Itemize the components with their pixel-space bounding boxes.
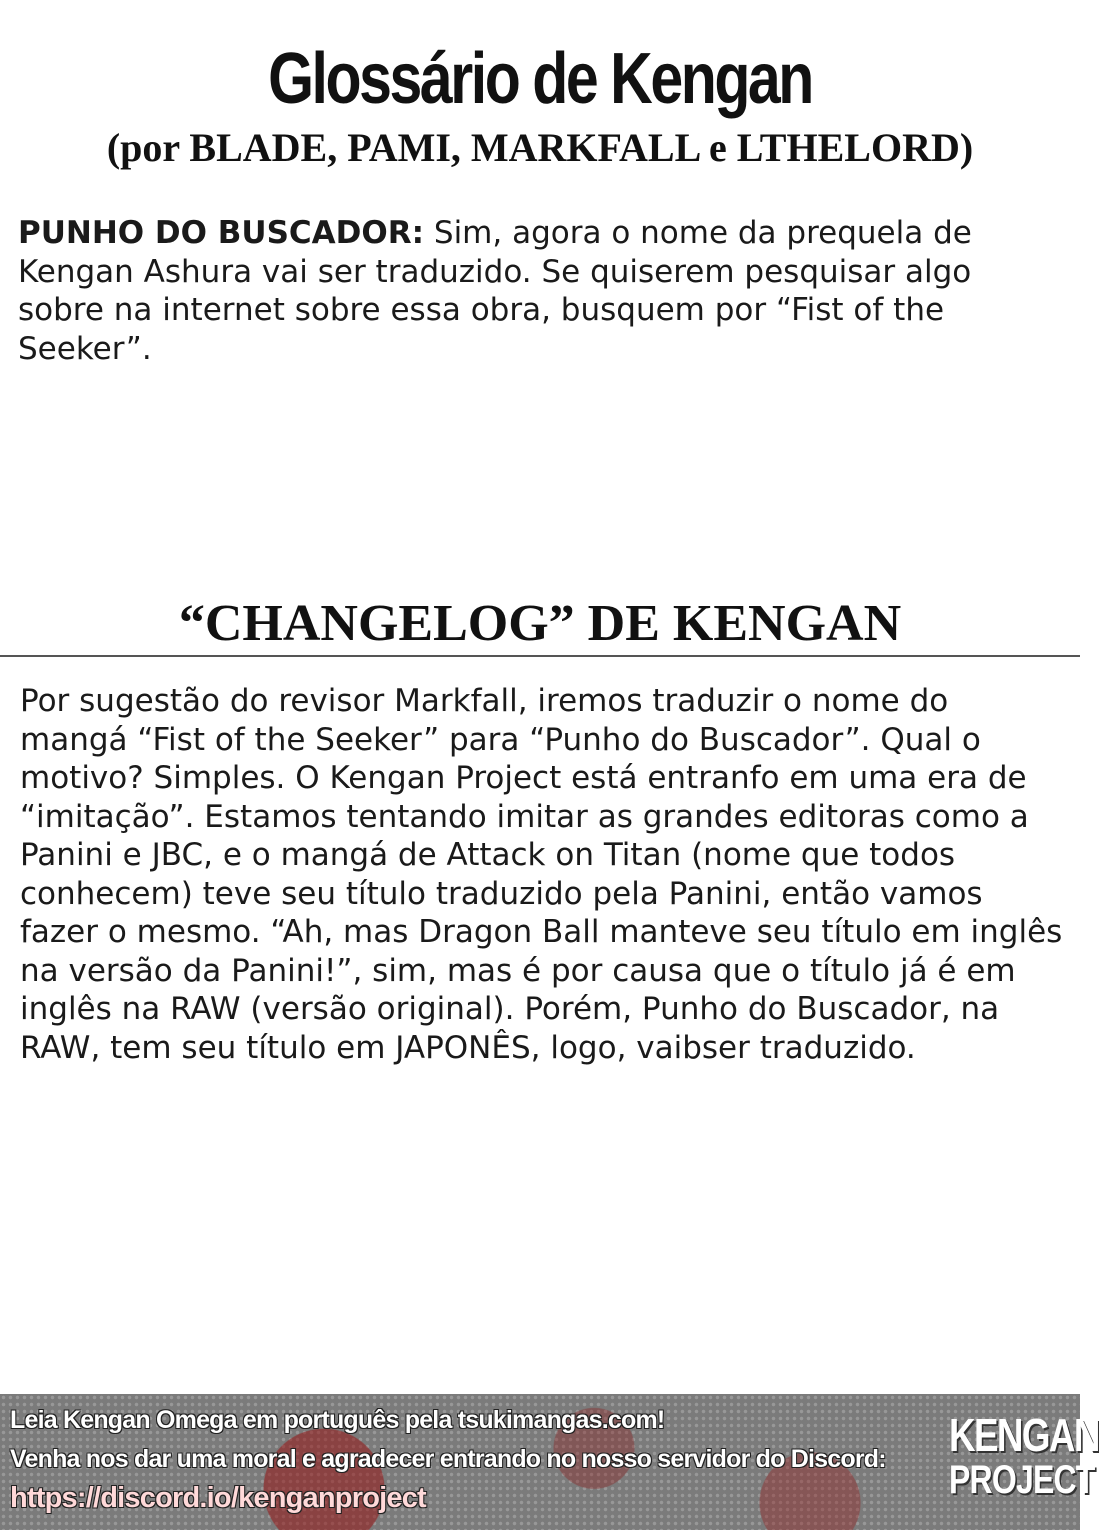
banner-line-reading: Leia Kengan Omega em português pela tsukimangas.com! (10, 1406, 665, 1434)
changelog-body: Por sugestão do revisor Markfall, iremos traduzir o nome do mangá “Fist of the Seeker” para “Punho do Buscador”. Qual o motivo? Simples. O Kengan Project está entranfo em uma era de “imitação”. Estamos tentando imitar as grandes editoras como a Panini e JBC, e o mangá de Attack on Titan (nome que todos conhecem) teve seu título traduzido pela Panini, então vamos fazer o mesmo. “Ah, mas Dragon Ball manteve seu título em inglês na versão da Panini!”, sim, mas é por causa que o título já é em inglês na RAW (versão original). Porém, Punho do Buscador, na RAW, tem seu título em JAPONÊS, logo, vaibser traduzido. (20, 683, 1063, 1066)
glossary-definition: Sim, agora o nome da prequela de Kengan Ashura vai ser traduzido. Se quiserem pesquisar algo sobre na internet sobre essa obra, busquem por “Fist of the Seeker”. (18, 215, 972, 367)
glossary-term: PUNHO DO BUSCADOR: (18, 215, 425, 251)
discord-link[interactable]: https://discord.io/kenganproject (10, 1482, 426, 1514)
page-title: Glossário de Kengan (268, 39, 812, 119)
banner-line-discord: Venha nos dar uma moral e agradecer entrando no nosso servidor do Discord: (10, 1445, 886, 1473)
logo-bottom-text: PROJECT (949, 1458, 1095, 1502)
changelog-heading: “CHANGELOG” DE KENGAN (178, 595, 902, 652)
promo-banner (0, 1394, 1099, 1530)
logo-top-text: KENGAN (949, 1409, 1099, 1461)
page-subtitle: (por BLADE, PAMI, MARKFALL e LTHELORD) (106, 125, 974, 170)
glossary-entry (18, 214, 1058, 368)
kengan-project-logo (936, 1409, 1099, 1502)
section-divider (0, 655, 1080, 657)
